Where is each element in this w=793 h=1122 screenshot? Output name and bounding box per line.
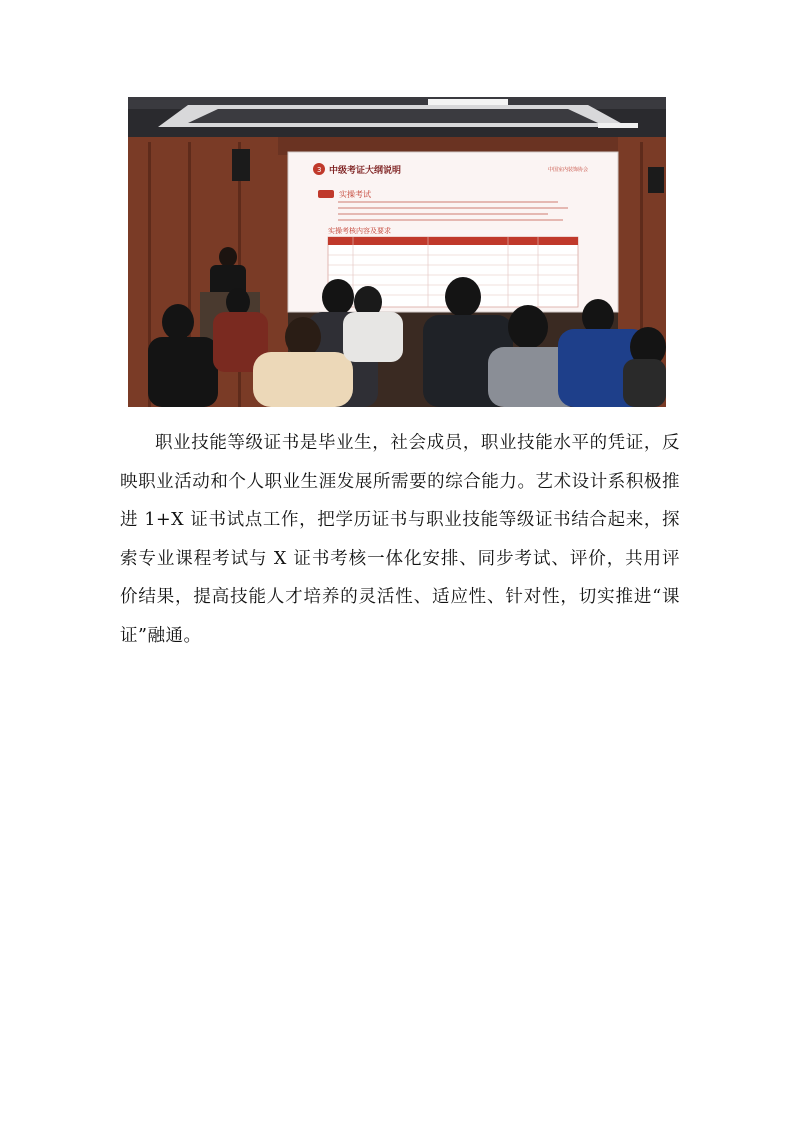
slide-subtitle: 实操考试	[339, 190, 371, 199]
slide-table-caption: 实操考核内容及要求	[328, 227, 391, 235]
body-paragraph: 职业技能等级证书是毕业生，社会成员，职业技能水平的凭证，反映职业活动和个人职业生涯发展所需要的综合能力。艺术设计系积极推进 1+X 证书试点工作，把学历证书与职业技能等级证书结合起来，探索专业课程考试与 X 证书考核一体化安排、同步考试、评价，共用评价结果，提高技能人才培养的灵活性、适应性、针对性，切实推进“课证”融通。	[120, 433, 680, 646]
slide-org-name: 中国室内装饰协会	[548, 167, 589, 173]
slide-title: 中级考证大纲说明	[329, 166, 402, 176]
classroom-photo	[128, 97, 666, 407]
body-text	[120, 424, 680, 655]
slide-section-number: 3	[317, 166, 322, 174]
